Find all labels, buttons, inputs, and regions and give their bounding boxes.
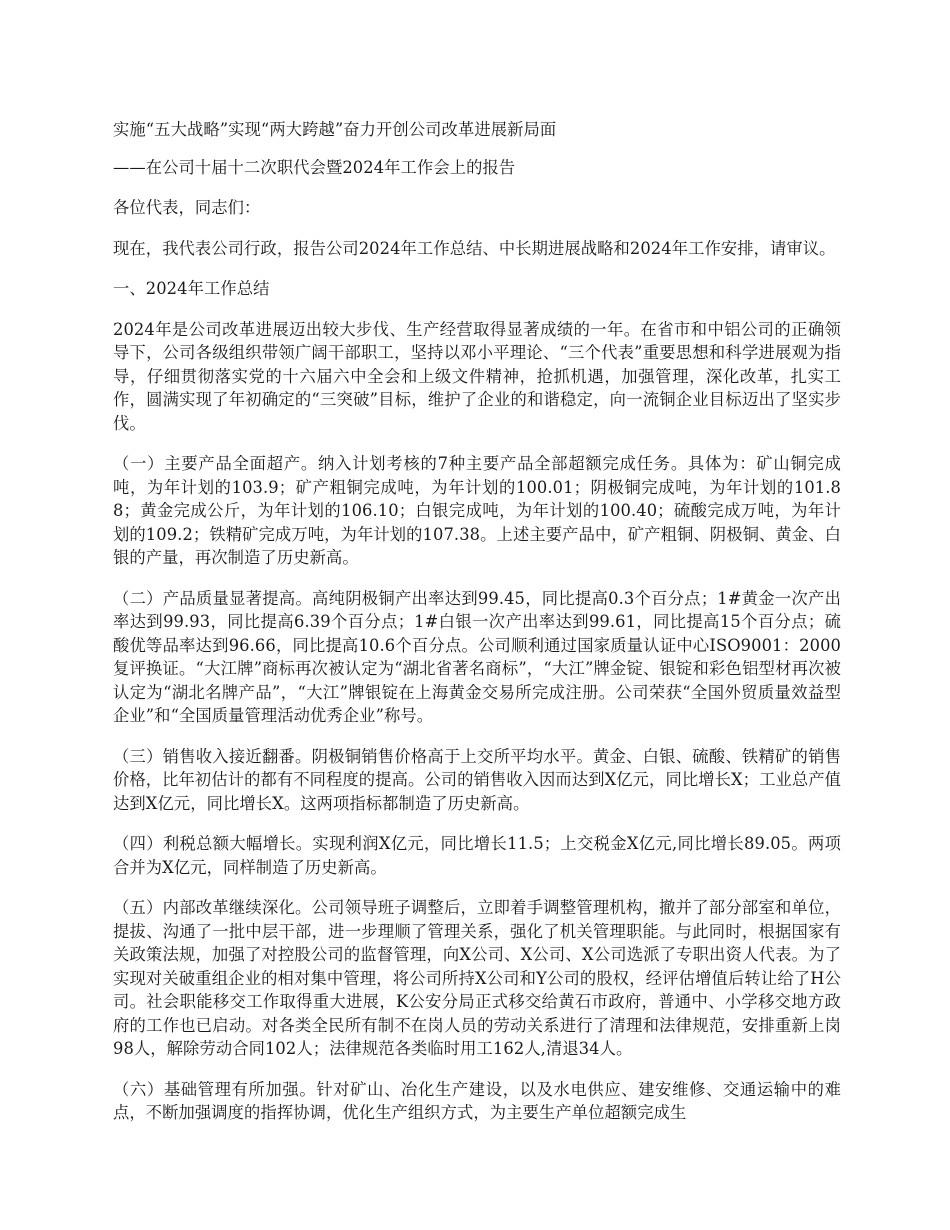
report-page xyxy=(113,118,841,1125)
paragraph-management: （六）基础管理有所加强。针对矿山、冶化生产建设，以及水电供应、建安维修、交通运输中的难点，不断加强调度的指挥协调，优化生产组织方式，为主要生产单位超额完成生 xyxy=(113,1079,841,1122)
paragraph-profit-tax: （四）利税总额大幅增长。实现利润X亿元，同比增长11.5；上交税金X亿元,同比增长89.05。两项合并为X亿元，同样制造了历史新高。 xyxy=(113,834,841,877)
intro-paragraph: 现在，我代表公司行政，报告公司2024年工作总结、中长期进展战略和2024年工作安排，请审议。 xyxy=(113,238,836,258)
paragraph-reform: （五）内部改革继续深化。公司领导班子调整后，立即着手调整管理机构，撤并了部分部室和单位，提拔、沟通了一批中层干部，进一步理顺了管理关系，强化了机关管理职能。与此同时，根据国家有关政策法规，加强了对控股公司的监督管理，向X公司、X公司、X公司选派了专职出资人代表。为了实现对关破重组企业的相对集中管理，将公司所持X公司和Y公司的股权，经评估增值后转让给了H公司。社会职能移交工作取得重大进展，K公安分局正式移交给黄石市政府，普通中、小学移交地方政府的工作也已启动。对各类全民所有制不在岗人员的劳动关系进行了清理和法律规范，安排重新上岗98人，解除劳动合同102人；法律规范各类临时用工162人,清退34人。 xyxy=(113,898,841,1058)
section-heading: 一、2024年工作总结 xyxy=(113,279,270,298)
salutation: 各位代表，同志们： xyxy=(113,198,261,217)
paragraph-overview: 2024年是公司改革进展迈出较大步伐、生产经营取得显著成绩的一年。在省市和中铝公司的正确领导下，公司各级组织带领广阔干部职工，坚持以邓小平理论、“三个代表”重要思想和科学进展观为指导，仔细贯彻落实党的十六届六中全会和上级文件精神，抢抓机遇，加强管理，深化改革，扎实工作，圆满实现了年初确定的“三突破”目标，维护了企业的和谐稳定，向一流铜企业目标迈出了坚实步伐。 xyxy=(113,319,841,433)
paragraph-sales: （三）销售收入接近翻番。阴极铜销售价格高于上交所平均水平。黄金、白银、硫酸、铁精矿的销售价格，比年初估计的都有不同程度的提高。公司的销售收入因而达到X亿元，同比增长X；工业总产值达到X亿元，同比增长X。这两项指标都制造了历史新高。 xyxy=(113,746,841,813)
report-title: 实施“五大战略”实现“两大跨越”奋力开创公司改革进展新局面 xyxy=(113,120,557,139)
paragraph-quality: （二）产品质量显著提高。高纯阴极铜产出率达到99.45，同比提高0.3个百分点；1#黄金一次产出率达到99.93，同比提高6.39个百分点；1#白银一次产出率达到99.61，同比提高15个百分点；硫酸优等品率达到96.66，同比提高10.6个百分点。公司顺利通过国家质量认证中心ISO9001：2000复评换证。“大江牌”商标再次被认定为“湖北省著名商标”，“大江”牌金锭、银锭和彩色铝型材再次被认定为“湖北名牌产品”，“大江”牌银锭在上海黄金交易所完成注册。公司荣获“全国外贸质量效益型企业”和“全国质量管理活动优秀企业”称号。 xyxy=(113,588,841,725)
report-subtitle: ——在公司十届十二次职代会暨2024年工作会上的报告 xyxy=(113,157,516,177)
paragraph-products: （一）主要产品全面超产。纳入计划考核的7种主要产品全部超额完成任务。具体为：矿山铜完成吨，为年计划的103.9；矿产粗铜完成吨，为年计划的100.01；阴极铜完成吨，为年计划的101.88；黄金完成公斤，为年计划的106.10；白银完成吨，为年计划的100.40；硫酸完成万吨，为年计划的109.2；铁精矿完成万吨，为年计划的107.38。上述主要产品中，矿产粗铜、阴极铜、黄金、白银的产量，再次制造了历史新高。 xyxy=(113,454,841,567)
